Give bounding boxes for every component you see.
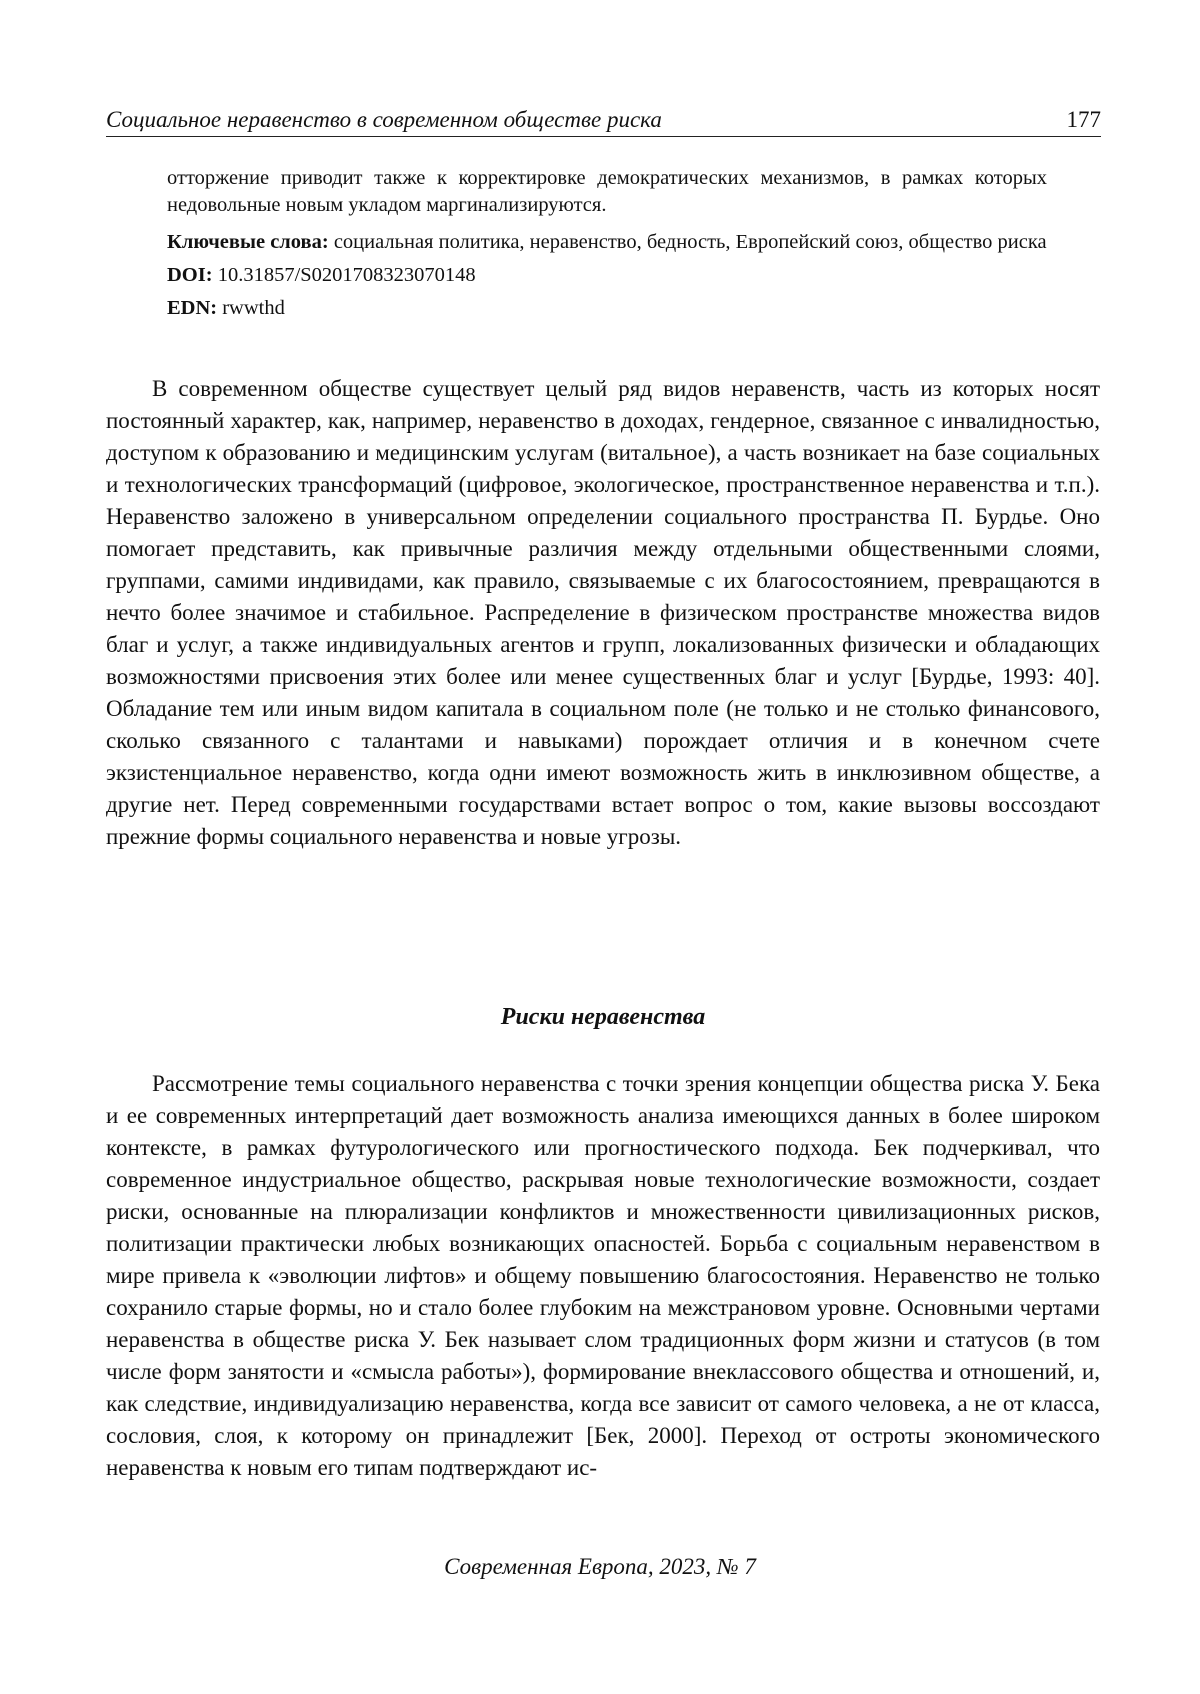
body-paragraph: Рассмотрение темы социального неравенства с точки зрения концепции общества риска У. Бека и ее современных интерпретаций дает возможность анализа имеющихся данных в более широком контексте, в рамках футурологического или прогностического подхода. Бек подчеркивал, что современное индустриальное общество, раскрывая новые технологические возможности, создает риски, основанные на плюрализации конфликтов и множественности цивилизационных рисков, политизации практически любых возникающих опасностей. Борьба с социальным неравенством в мире привела к «эволюции лифтов» и общему повышению благосостояния. Неравенство не только сохранило старые формы, но и стало более глубоким на межстрановом уровне. Основными чертами неравенства в обществе риска У. Бек называет слом традиционных форм жизни и статусов (в том числе форм занятости и «смысла работы»), формирование внеклассового общества и отношений, и, как следствие, индивидуализацию неравенства, когда все зависит от самого человека, а не от класса, сословия, слоя, к которому он принадлежит [Бек, 2000]. Переход от остроты экономического неравенства к новым его типам подтверждают ис- [106,1071,1100,1480]
keywords-label: Ключевые слова: [167,231,329,253]
abstract-block [167,165,1047,328]
section-heading: Риски неравенства [500,1004,706,1030]
body-paragraph-1-block [106,373,1100,853]
doi-label: DOI: [167,264,213,286]
body-paragraph: В современном обществе существует целый ряд видов неравенств, часть из которых носят постоянный характер, как, например, неравенство в доходах, гендерное, связанное с инвалидностью, доступом к образованию и медицинским услугам (витальное), а часть возникает на базе социальных и технологических трансформаций (цифровое, экологическое, пространственное неравенства и т.п.). Неравенство заложено в универсальном определении социального пространства П. Бурдье. Оно помогает представить, как привычные различия между отдельными общественными слоями, группами, самими индивидами, как правило, связываемые с их благосостоянием, превращаются в нечто более значимое и стабильное. Распределение в физическом пространстве множества видов благ и услуг, а также индивидуальных агентов и групп, локализованных физически и обладающих возможностями присвоения этих более или менее существенных благ и услуг [Бурдье, 1993: 40]. Обладание тем или иным видом капитала в социальном поле (не только и не столько финансового, сколько связанного с талантами и навыками) порождает отличия и в конечном счете экзистенциальное неравенство, когда одни имеют возможность жить в инклюзивном обществе, а другие нет. Перед современными государствами встает вопрос о том, какие вызовы воссоздают прежние формы социального неравенства и новые угрозы. [106,376,1100,849]
doi-line [167,262,1047,289]
running-title: Социальное неравенство в современном обществе риска [106,107,662,132]
edn-line [167,295,1047,322]
page-number: 177 [1066,107,1101,132]
keywords-text: социальная политика, неравенство, бедность, Европейский союз, общество риска [333,231,1047,253]
doi-value: 10.31857/S0201708323070148 [217,264,476,286]
journal-footer: Современная Европа, 2023, № 7 [444,1554,756,1579]
body-paragraph-2-block [106,1068,1100,1484]
abstract-text: отторжение приводит также к корректировке демократических механизмов, в рамках которых недовольные новым укладом маргинализируются. [167,167,1047,216]
edn-label: EDN: [167,297,218,319]
keywords-line [167,229,1047,256]
running-header [106,106,1101,137]
edn-value: rwwthd [222,297,285,319]
